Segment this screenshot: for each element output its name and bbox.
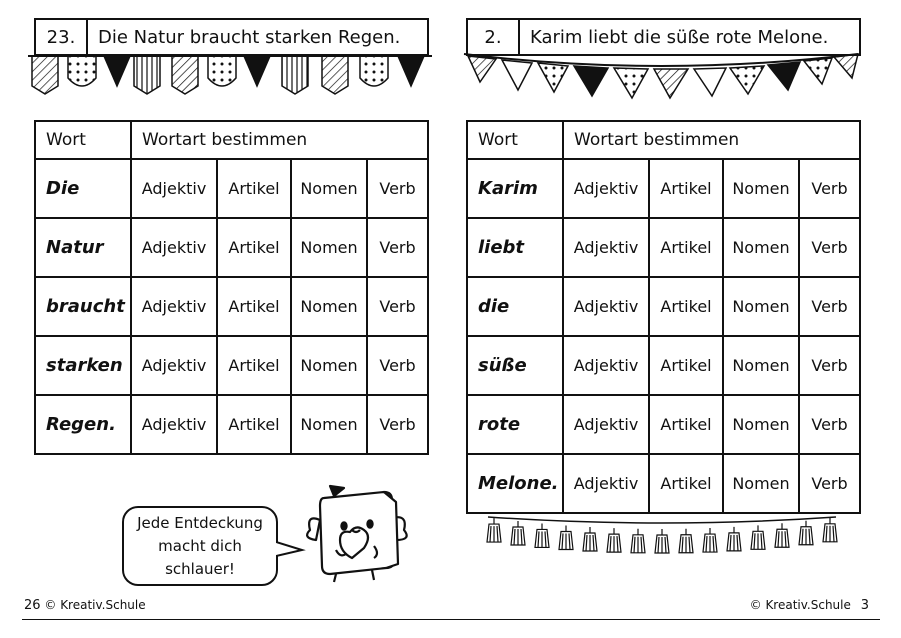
option-verb[interactable]: Verb xyxy=(799,454,860,513)
table-row xyxy=(467,218,860,277)
option-nomen[interactable]: Nomen xyxy=(723,395,799,454)
option-artikel[interactable]: Artikel xyxy=(217,218,291,277)
word-cell: süße xyxy=(467,336,563,395)
bubble-line: schlauer! xyxy=(165,559,235,578)
table-row xyxy=(467,159,860,218)
table-row xyxy=(35,159,428,218)
option-adjektiv[interactable]: Adjektiv xyxy=(563,395,649,454)
word-type-table-right xyxy=(466,120,861,514)
option-artikel[interactable]: Artikel xyxy=(649,454,723,513)
tassel xyxy=(655,529,669,553)
option-nomen[interactable]: Nomen xyxy=(291,218,367,277)
word-cell: liebt xyxy=(467,218,563,277)
word-cell: Karim xyxy=(467,159,563,218)
tassel xyxy=(775,523,789,547)
table-row xyxy=(467,454,860,513)
speech-bubble xyxy=(122,506,278,586)
book-mascot-illustration xyxy=(300,484,412,584)
word-cell: starken xyxy=(35,336,131,395)
tassel xyxy=(703,528,717,552)
tassel xyxy=(631,529,645,553)
word-cell: braucht xyxy=(35,277,131,336)
footer-divider xyxy=(22,619,880,620)
option-adjektiv[interactable]: Adjektiv xyxy=(563,159,649,218)
option-verb[interactable]: Verb xyxy=(799,336,860,395)
tassel-garland xyxy=(486,515,838,555)
table-row xyxy=(467,395,860,454)
option-verb[interactable]: Verb xyxy=(367,336,428,395)
option-verb[interactable]: Verb xyxy=(799,277,860,336)
option-nomen[interactable]: Nomen xyxy=(291,277,367,336)
page-number: 26 xyxy=(24,598,41,613)
word-cell: Die xyxy=(35,159,131,218)
word-cell: Regen. xyxy=(35,395,131,454)
option-nomen[interactable]: Nomen xyxy=(291,395,367,454)
option-artikel[interactable]: Artikel xyxy=(649,336,723,395)
option-nomen[interactable]: Nomen xyxy=(723,277,799,336)
option-adjektiv[interactable]: Adjektiv xyxy=(131,336,217,395)
header-task: Wortart bestimmen xyxy=(131,121,428,159)
option-verb[interactable]: Verb xyxy=(799,159,860,218)
option-nomen[interactable]: Nomen xyxy=(291,336,367,395)
footer-left xyxy=(24,598,146,613)
tassel xyxy=(583,527,597,551)
option-verb[interactable]: Verb xyxy=(367,218,428,277)
option-verb[interactable]: Verb xyxy=(367,159,428,218)
table-row xyxy=(35,336,428,395)
option-nomen[interactable]: Nomen xyxy=(723,336,799,395)
option-adjektiv[interactable]: Adjektiv xyxy=(131,218,217,277)
option-adjektiv[interactable]: Adjektiv xyxy=(563,454,649,513)
option-artikel[interactable]: Artikel xyxy=(217,395,291,454)
option-nomen[interactable]: Nomen xyxy=(723,218,799,277)
word-cell: Natur xyxy=(35,218,131,277)
option-verb[interactable]: Verb xyxy=(799,395,860,454)
tassel xyxy=(751,525,765,549)
option-nomen[interactable]: Nomen xyxy=(291,159,367,218)
tassel xyxy=(535,523,549,547)
option-artikel[interactable]: Artikel xyxy=(649,218,723,277)
option-nomen[interactable]: Nomen xyxy=(723,159,799,218)
option-nomen[interactable]: Nomen xyxy=(723,454,799,513)
option-artikel[interactable]: Artikel xyxy=(217,159,291,218)
table-row xyxy=(467,277,860,336)
bunting-garland-right xyxy=(462,48,862,112)
bubble-line: Jede Entdeckung xyxy=(137,513,263,532)
page-number: 3 xyxy=(860,598,869,613)
sentence-text: Die Natur braucht starken Regen. xyxy=(98,26,401,48)
option-artikel[interactable]: Artikel xyxy=(217,336,291,395)
sentence-number: 2. xyxy=(468,20,520,54)
table-row xyxy=(35,395,428,454)
tassel xyxy=(487,518,501,542)
tassel xyxy=(823,518,837,542)
option-verb[interactable]: Verb xyxy=(367,395,428,454)
tassel xyxy=(727,527,741,551)
bunting-garland-left xyxy=(26,52,446,96)
option-artikel[interactable]: Artikel xyxy=(649,395,723,454)
word-type-table-left xyxy=(34,120,429,455)
word-cell: Melone. xyxy=(467,454,563,513)
brand-label: © Kreativ.Schule xyxy=(749,598,851,612)
header-word: Wort xyxy=(467,121,563,159)
sentence-box-left xyxy=(34,18,429,56)
option-adjektiv[interactable]: Adjektiv xyxy=(563,218,649,277)
word-cell: die xyxy=(467,277,563,336)
table-row xyxy=(35,218,428,277)
option-adjektiv[interactable]: Adjektiv xyxy=(131,395,217,454)
tassel xyxy=(679,529,693,553)
brand-label: © Kreativ.Schule xyxy=(44,598,146,612)
table-row xyxy=(35,277,428,336)
sentence-number: 23. xyxy=(36,20,88,54)
option-verb[interactable]: Verb xyxy=(799,218,860,277)
option-adjektiv[interactable]: Adjektiv xyxy=(131,159,217,218)
option-artikel[interactable]: Artikel xyxy=(649,159,723,218)
word-cell: rote xyxy=(467,395,563,454)
footer-right xyxy=(750,598,869,613)
tassel xyxy=(511,521,525,545)
header-word: Wort xyxy=(35,121,131,159)
sentence-text: Karim liebt die süße rote Melone. xyxy=(530,26,829,48)
option-adjektiv[interactable]: Adjektiv xyxy=(563,277,649,336)
option-adjektiv[interactable]: Adjektiv xyxy=(131,277,217,336)
option-adjektiv[interactable]: Adjektiv xyxy=(563,336,649,395)
bubble-line: macht dich xyxy=(158,536,242,555)
option-verb[interactable]: Verb xyxy=(367,277,428,336)
header-task: Wortart bestimmen xyxy=(563,121,860,159)
option-artikel[interactable]: Artikel xyxy=(217,277,291,336)
tassel xyxy=(559,525,573,549)
tassel xyxy=(607,528,621,552)
table-row xyxy=(467,336,860,395)
tassel xyxy=(799,521,813,545)
option-artikel[interactable]: Artikel xyxy=(649,277,723,336)
